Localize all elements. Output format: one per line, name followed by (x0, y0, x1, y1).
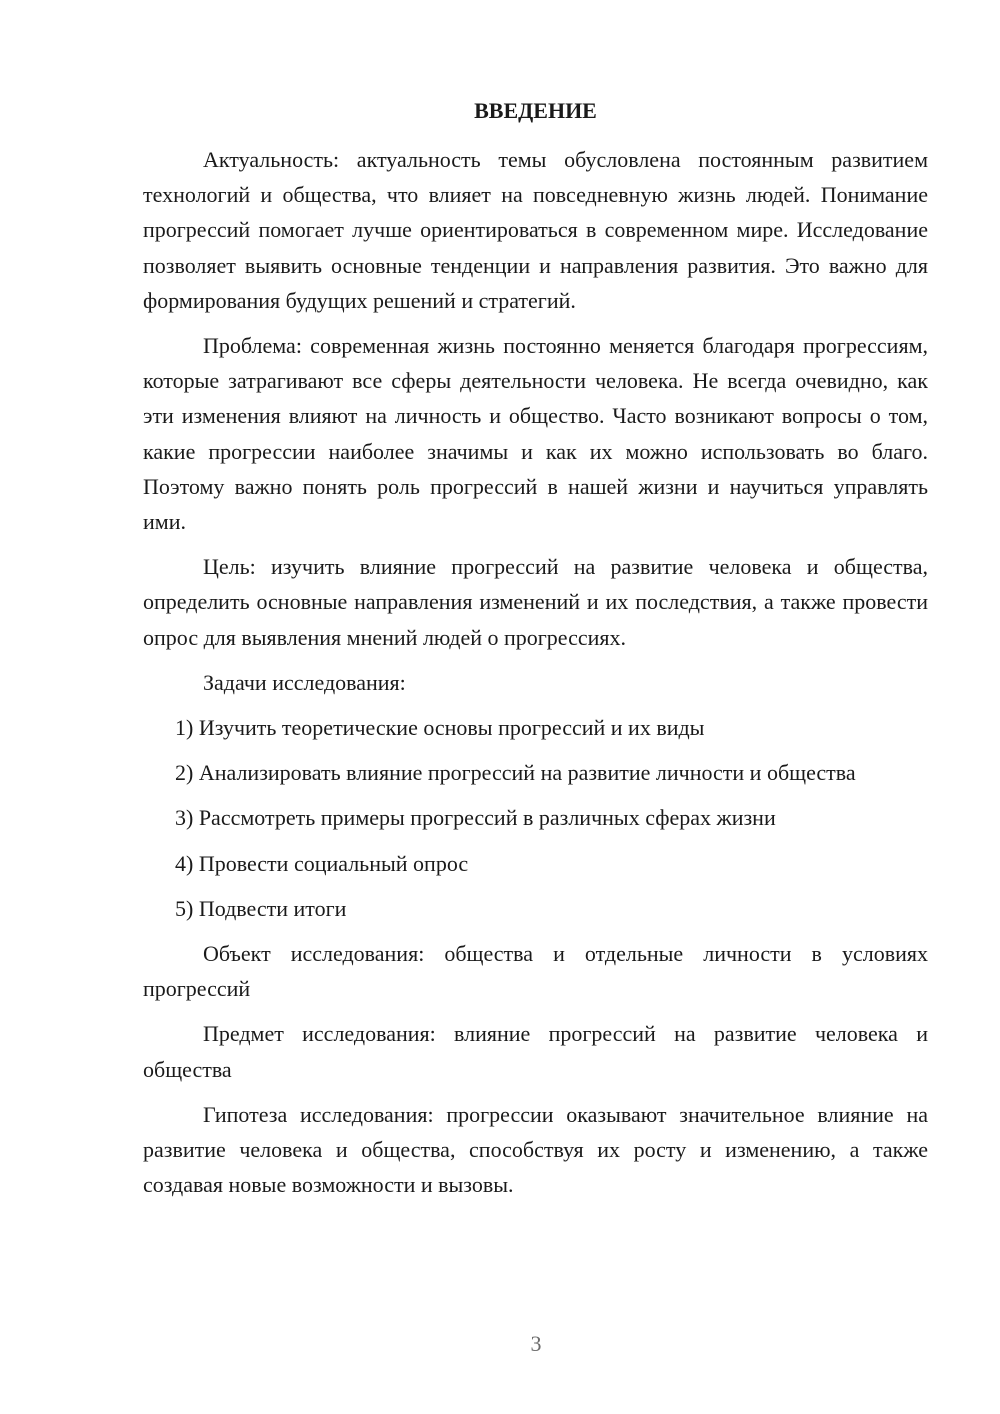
document-page (143, 93, 928, 1212)
tasks-heading: Задачи исследования: (203, 669, 406, 695)
paragraph-hypothesis: Гипотеза исследования: прогрессии оказывают значительное влияние на развитие человека и общества, способствуя их росту и изменению, а также создавая новые возможности и вызовы. (143, 1101, 928, 1198)
paragraph-problem: Проблема: современная жизнь постоянно меняется благодаря прогрессиям, которые затрагивают все сферы деятельности человека. Не всегда очевидно, как эти изменения влияют на личность и общество. Часто возникают вопросы о том, какие прогрессии наиболее значимы и как их можно использовать во благо. Поэтому важно понять роль прогрессий в нашей жизни и научиться управлять ими. (143, 333, 928, 535)
paragraph-subject: Предмет исследования: влияние прогрессий на развитие человека и общества (143, 1021, 928, 1082)
task-item: 1) Изучить теоретические основы прогрессий и их виды (175, 715, 705, 741)
task-item: 2) Анализировать влияние прогрессий на развитие личности и общества (175, 760, 856, 786)
page-number: 3 (530, 1331, 542, 1356)
task-item: 4) Провести социальный опрос (175, 850, 469, 876)
page-title: ВВЕДЕНИЕ (474, 98, 597, 123)
paragraph-goal: Цель: изучить влияние прогрессий на развитие человека и общества, определить основные направления изменений и их последствия, а также провести опрос для выявления мнений людей о прогрессиях. (143, 554, 928, 650)
task-item: 3) Рассмотреть примеры прогрессий в различных сферах жизни (175, 805, 776, 831)
task-item: 5) Подвести итоги (175, 895, 347, 921)
paragraph-object: Объект исследования: общества и отдельные личности в условиях прогрессий (143, 941, 928, 1002)
paragraph-relevance: Актуальность: актуальность темы обусловлена постоянным развитием технологий и общества, что влияет на повседневную жизнь людей. Понимание прогрессий помогает лучше ориентироваться в современном мире. Исследование позволяет выявить основные тенденции и направления развития. Это важно для формирования будущих решений и стратегий. (143, 147, 928, 313)
